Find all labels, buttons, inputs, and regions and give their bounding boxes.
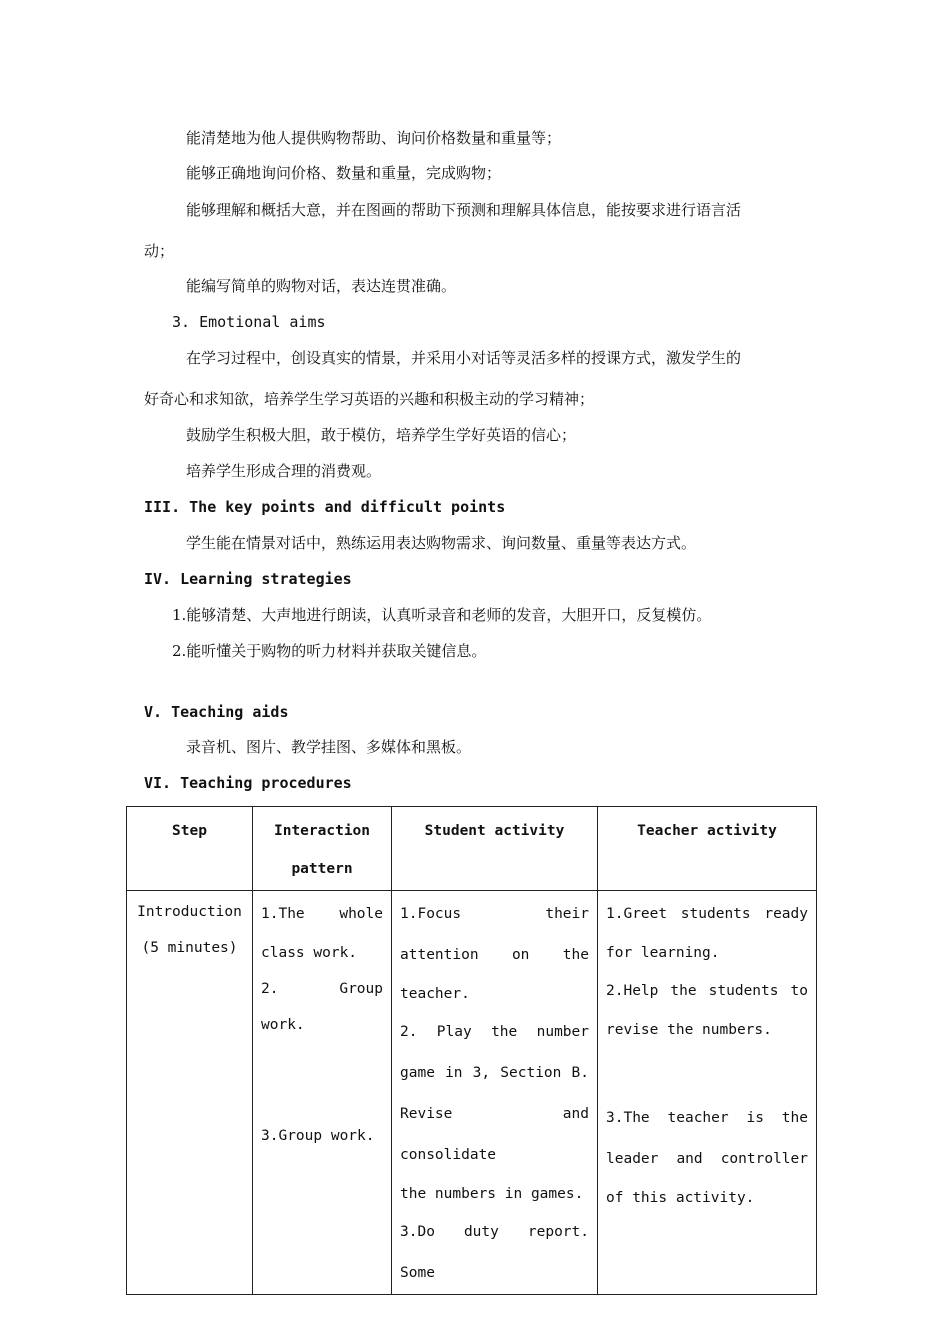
- body-line-10: 培养学生形成合理的消费观。: [186, 462, 382, 480]
- teacher-line: 3.The teacher is the: [606, 1110, 808, 1126]
- section-5-heading: V. Teaching aids: [144, 703, 289, 721]
- header-step: Step: [127, 807, 253, 891]
- interaction-cell: [253, 891, 392, 1295]
- body-line-1: 能清楚地为他人提供购物帮助、询问价格数量和重量等；: [186, 129, 562, 147]
- interaction-line: class work.: [261, 945, 358, 961]
- student-line: 2. Play the number: [400, 1024, 589, 1040]
- section-6-heading: VI. Teaching procedures: [144, 774, 352, 792]
- section-3-text: 学生能在情景对话中，熟练运用表达购物需求、询问数量、重量等表达方式。: [186, 534, 697, 552]
- student-activity-cell: [392, 891, 598, 1295]
- teacher-line: for learning.: [606, 945, 720, 961]
- strategy-item-2: 2.能听懂关于购物的听力材料并获取关键信息。: [172, 642, 487, 660]
- body-line-9: 鼓励学生积极大胆，敢于模仿，培养学生学好英语的信心；: [186, 426, 577, 444]
- interaction-line: 1.The whole: [261, 906, 383, 922]
- emotional-aims-heading: 3. Emotional aims: [172, 313, 326, 331]
- student-line: Revise and consolidate: [400, 1106, 589, 1163]
- teacher-line: leader and controller: [606, 1151, 808, 1167]
- body-line-8: 好奇心和求知欲，培养学生学习英语的兴趣和积极主动的学习精神；: [144, 390, 595, 408]
- header-interaction-pattern: Interaction pattern: [253, 807, 392, 891]
- header-student-activity: Student activity: [392, 807, 598, 891]
- step-duration: (5 minutes): [141, 940, 238, 956]
- teacher-line: 1.Greet students ready: [606, 906, 808, 922]
- student-line: the numbers in games.: [400, 1186, 584, 1202]
- student-line: attention on the: [400, 947, 589, 963]
- student-line: game in 3, Section B.: [400, 1065, 589, 1081]
- body-line-2: 能够正确地询问价格、数量和重量，完成购物；: [186, 164, 502, 182]
- step-name: Introduction: [137, 904, 242, 920]
- interaction-line: 3.Group work.: [261, 1128, 375, 1144]
- header-teacher-activity: Teacher activity: [598, 807, 817, 891]
- teaching-procedures-table: [126, 806, 817, 1295]
- teacher-activity-cell: [598, 891, 817, 1295]
- section-3-heading: III. The key points and difficult points: [144, 498, 506, 516]
- table-header-row: [127, 807, 817, 891]
- strategy-item-1: 1.能够清楚、大声地进行朗读，认真听录音和老师的发音，大胆开口，反复模仿。: [172, 606, 712, 624]
- teacher-line: revise the numbers.: [606, 1022, 772, 1038]
- body-line-3: 能够理解和概括大意，并在图画的帮助下预测和理解具体信息，能按要求进行语言活: [186, 201, 742, 219]
- body-line-7: 在学习过程中，创设真实的情景，并采用小对话等灵活多样的授课方式，激发学生的: [186, 349, 742, 367]
- section-4-heading: IV. Learning strategies: [144, 570, 352, 588]
- body-line-5: 能编写简单的购物对话，表达连贯准确。: [186, 277, 457, 295]
- table-row: [127, 891, 817, 1295]
- student-line: teacher.: [400, 986, 470, 1002]
- section-5-text: 录音机、图片、教学挂图、多媒体和黑板。: [186, 738, 472, 756]
- body-line-4: 动；: [144, 242, 175, 260]
- interaction-line: 2. Group work.: [261, 981, 383, 1033]
- teacher-line: of this activity.: [606, 1190, 755, 1206]
- student-line: 3.Do duty report. Some: [400, 1224, 589, 1281]
- step-cell: [127, 891, 253, 1295]
- student-line: 1.Focus their: [400, 906, 589, 922]
- teacher-line: 2.Help the students to: [606, 983, 808, 999]
